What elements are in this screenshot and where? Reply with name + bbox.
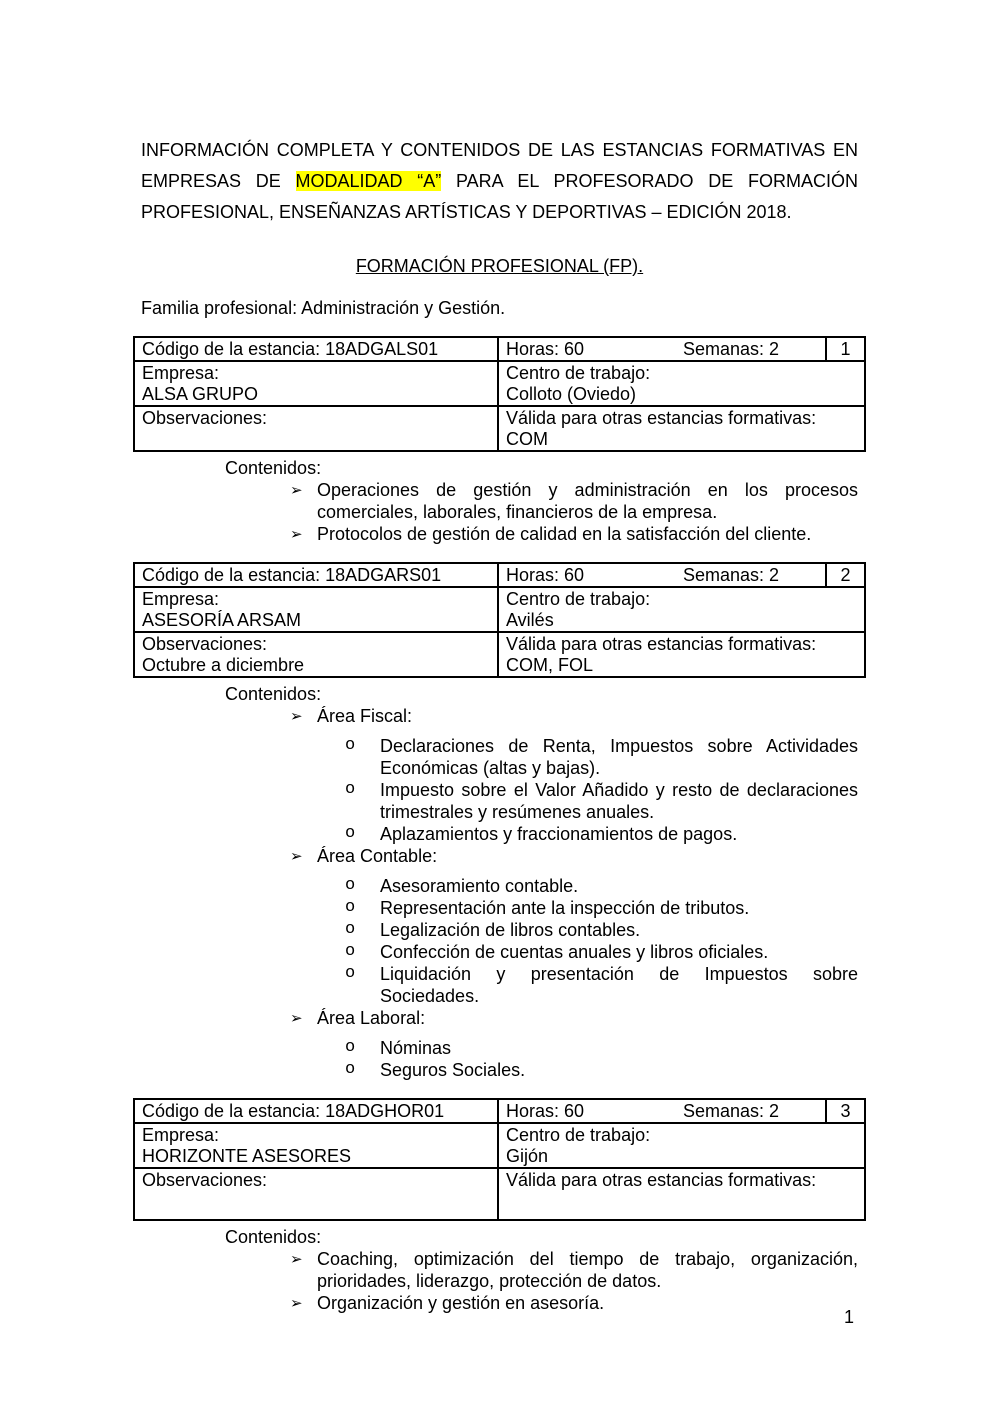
bullet-list <box>290 479 858 545</box>
company-name: ALSA GRUPO <box>142 384 259 404</box>
weeks-value: Semanas: 2 <box>683 1101 780 1121</box>
list-item-text: Aplazamientos y fraccionamientos de pagos. <box>380 824 738 844</box>
area-title-item <box>290 705 858 727</box>
page-number: 1 <box>843 1307 854 1327</box>
workplace-cell <box>497 586 864 631</box>
valid-for-value: COM, FOL <box>506 655 594 675</box>
entry-number: 3 <box>825 1100 864 1122</box>
section-heading <box>141 255 858 277</box>
circle-bullet-icon: o <box>345 1038 356 1057</box>
hours-weeks-cell <box>497 1100 825 1122</box>
circle-bullet-icon: o <box>345 876 356 895</box>
company-name: ASESORÍA ARSAM <box>142 610 302 630</box>
list-item <box>345 919 858 941</box>
arrow-bullet-icon: ➢ <box>290 707 303 725</box>
arrow-bullet-icon: ➢ <box>290 1250 303 1268</box>
valid-for-value: COM <box>506 429 548 449</box>
list-item-text: Asesoramiento contable. <box>380 876 579 896</box>
list-item <box>345 1059 858 1081</box>
hours-value: Horas: 60 <box>506 1101 585 1121</box>
sub-bullet-list <box>345 735 858 845</box>
list-item <box>345 735 858 779</box>
list-item-text: Legalización de libros contables. <box>380 920 641 940</box>
area-title: Área Fiscal: <box>317 706 413 726</box>
estancia-code: Código de la estancia: 18ADGHOR01 <box>142 1101 445 1121</box>
document-title <box>141 135 858 228</box>
arrow-bullet-icon: ➢ <box>290 1294 303 1312</box>
contents-label: Contenidos: <box>225 458 322 478</box>
observations-value: Octubre a diciembre <box>142 655 305 675</box>
circle-bullet-icon: o <box>345 898 356 917</box>
workplace-label: Centro de trabajo: <box>506 363 651 383</box>
company-label: Empresa: <box>142 363 220 383</box>
list-item-text: Representación ante la inspección de tributos. <box>380 898 750 918</box>
arrow-bullet-icon: ➢ <box>290 847 303 865</box>
bullet-list <box>290 1248 858 1314</box>
workplace-name: Colloto (Oviedo) <box>506 384 637 404</box>
company-cell <box>135 586 497 631</box>
contents-section-2 <box>141 683 858 1081</box>
circle-bullet-icon: o <box>345 920 356 939</box>
observations-cell <box>135 1167 497 1219</box>
observations-label: Observaciones: <box>142 408 268 428</box>
title-highlight: MODALIDAD “A” <box>295 171 442 191</box>
sub-bullet-list <box>345 875 858 1007</box>
workplace-label: Centro de trabajo: <box>506 1125 651 1145</box>
estancia-table-2 <box>133 562 866 678</box>
list-item <box>290 1292 858 1314</box>
workplace-name: Gijón <box>506 1146 549 1166</box>
workplace-cell <box>497 1122 864 1167</box>
estancia-table-3 <box>133 1098 866 1221</box>
valid-for-cell <box>497 631 864 676</box>
valid-for-cell <box>497 405 864 450</box>
company-name: HORIZONTE ASESORES <box>142 1146 352 1166</box>
circle-bullet-icon: o <box>345 824 356 843</box>
workplace-name: Avilés <box>506 610 554 630</box>
area-title-item <box>290 1007 858 1029</box>
title-text-before: INFORMACIÓN COMPLETA Y CONTENIDOS DE LAS ESTANCIAS FORMATIVAS EN EMPRESAS DE <box>141 140 858 191</box>
company-label: Empresa: <box>142 1125 220 1145</box>
estancia-code: Código de la estancia: 18ADGARS01 <box>142 565 442 585</box>
area-title: Área Contable: <box>317 846 438 866</box>
area-title-item <box>290 845 858 867</box>
workplace-label: Centro de trabajo: <box>506 589 651 609</box>
company-label: Empresa: <box>142 589 220 609</box>
list-item <box>290 1248 858 1292</box>
company-cell <box>135 1122 497 1167</box>
valid-for-label: Válida para otras estancias formativas: <box>506 634 817 654</box>
sub-bullet-list <box>345 1037 858 1081</box>
circle-bullet-icon: o <box>345 736 356 755</box>
entry-number: 2 <box>825 564 864 586</box>
list-item-text: Protocolos de gestión de calidad en la satisfacción del cliente. <box>317 524 812 544</box>
observations-cell <box>135 631 497 676</box>
list-item-text: Organización y gestión en asesoría. <box>317 1293 605 1313</box>
list-item-text: Seguros Sociales. <box>380 1060 526 1080</box>
arrow-bullet-icon: ➢ <box>290 481 303 499</box>
list-item <box>345 875 858 897</box>
observations-cell <box>135 405 497 450</box>
list-item <box>290 523 858 545</box>
bullet-list <box>290 705 858 1081</box>
circle-bullet-icon: o <box>345 1060 356 1079</box>
list-item <box>290 479 858 523</box>
list-item-text: Coaching, optimización del tiempo de trabajo, organización, prioridades, liderazgo, protección de datos. <box>317 1249 858 1291</box>
list-item-text: Nóminas <box>380 1038 452 1058</box>
valid-for-cell <box>497 1167 864 1219</box>
list-item <box>345 1037 858 1059</box>
company-cell <box>135 360 497 405</box>
list-item <box>345 963 858 1007</box>
circle-bullet-icon: o <box>345 780 356 799</box>
circle-bullet-icon: o <box>345 942 356 961</box>
list-item <box>345 897 858 919</box>
list-item-text: Declaraciones de Renta, Impuestos sobre Actividades Económicas (altas y bajas). <box>380 736 858 778</box>
list-item <box>345 779 858 823</box>
list-item-text: Confección de cuentas anuales y libros oficiales. <box>380 942 769 962</box>
valid-for-label: Válida para otras estancias formativas: <box>506 1170 817 1190</box>
contents-section-3 <box>141 1226 858 1314</box>
hours-weeks-cell <box>497 338 825 360</box>
circle-bullet-icon: o <box>345 964 356 983</box>
section-heading-text: FORMACIÓN PROFESIONAL (FP). <box>355 256 644 276</box>
list-item-text: Impuesto sobre el Valor Añadido y resto de declaraciones trimestrales y resúmenes anuales. <box>380 780 858 822</box>
workplace-cell <box>497 360 864 405</box>
weeks-value: Semanas: 2 <box>683 565 780 585</box>
arrow-bullet-icon: ➢ <box>290 1009 303 1027</box>
list-item <box>345 941 858 963</box>
professional-family-line: Familia profesional: Administración y Gestión. <box>141 298 506 318</box>
valid-for-label: Válida para otras estancias formativas: <box>506 408 817 428</box>
list-item <box>345 823 858 845</box>
contents-label: Contenidos: <box>225 1227 322 1247</box>
weeks-value: Semanas: 2 <box>683 339 780 359</box>
hours-value: Horas: 60 <box>506 565 585 585</box>
title-text-after: PARA EL PROFESORADO DE FORMACIÓN PROFESIONAL, ENSEÑANZAS ARTÍSTICAS Y DEPORTIVAS – EDICIÓN 2018. <box>141 171 858 222</box>
hours-value: Horas: 60 <box>506 339 585 359</box>
hours-weeks-cell <box>497 564 825 586</box>
observations-label: Observaciones: <box>142 634 268 654</box>
contents-label: Contenidos: <box>225 684 322 704</box>
arrow-bullet-icon: ➢ <box>290 525 303 543</box>
estancia-code: Código de la estancia: 18ADGALS01 <box>142 339 439 359</box>
estancia-table-1 <box>133 336 866 452</box>
contents-section-1 <box>141 457 858 545</box>
observations-label: Observaciones: <box>142 1170 268 1190</box>
area-title: Área Laboral: <box>317 1008 426 1028</box>
entry-number: 1 <box>825 338 864 360</box>
list-item-text: Liquidación y presentación de Impuestos sobre Sociedades. <box>380 964 858 1006</box>
list-item-text: Operaciones de gestión y administración en los procesos comerciales, laborales, financieros de la empresa. <box>317 480 858 522</box>
